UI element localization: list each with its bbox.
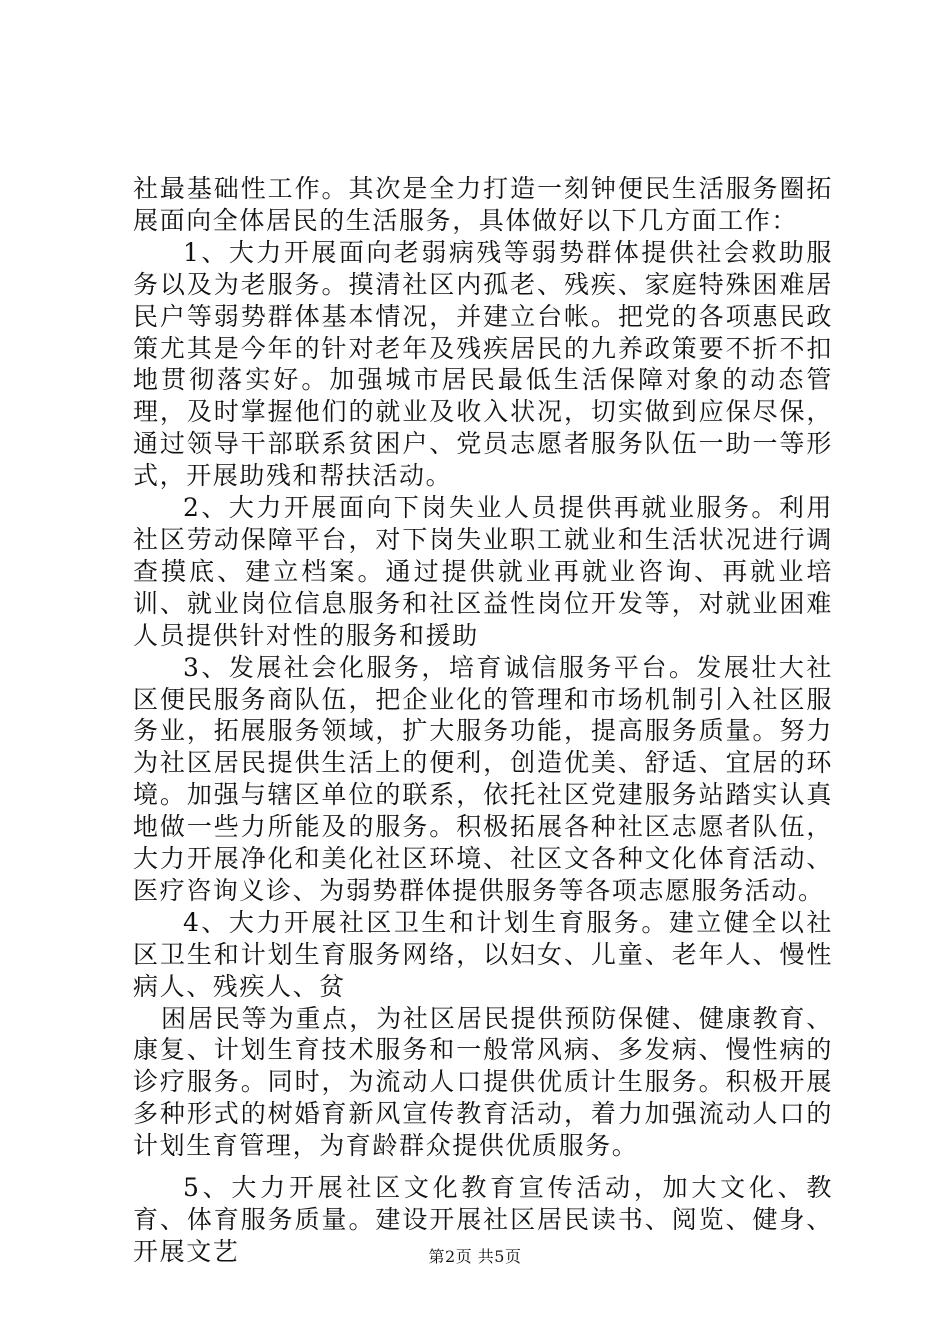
paragraph-item-3: 3、发展社会化服务，培育诚信服务平台。发展壮大社区便民服务商队伍，把企业化的管理和市场机制引入社区服务业，拓展服务领域，扩大服务功能，提高服务质量。努力为社区居民提供生活上的便利，创造优美、舒适、宜居的环境。加强与辖区单位的联系，依托社区党建服务站踏实认真地做一些力所能及的服务。积极拓展各种社区志愿者队伍，大力开展净化和美化社区环境、社区文各种文化体育活动、医疗咨询义诊、为弱势群体提供服务等各项志愿服务活动。 [133, 652, 833, 905]
paragraph-item-2: 2、大力开展面向下岗失业人员提供再就业服务。利用社区劳动保障平台，对下岗失业职工就业和生活状况进行调查摸底、建立档案。通过提供就业再就业咨询、再就业培训、就业岗位信息服务和社区益性岗位开发等，对就业困难人员提供针对性的服务和援助 [133, 493, 833, 650]
paragraph-item-4-continued: 困居民等为重点，为社区居民提供预防保健、健康教育、康复、计划生育技术服务和一般常风病、多发病、慢性病的诊疗服务。同时，为流动人口提供优质计生服务。积极开展多种形式的树婚育新风宣传教育活动，着力加强流动人口的计划生育管理，为育龄群众提供优质服务。 [133, 1003, 833, 1161]
page-number-footer: 第2页 共5页 [428, 1247, 522, 1266]
paragraph-continuation: 社最基础性工作。其次是全力打造一刻钟便民生活服务圈拓展面向全体居民的生活服务，具体做好以下几方面工作： [133, 174, 833, 235]
paragraph-item-5: 5、大力开展社区文化教育宣传活动，加大文化、教育、体育服务质量。建设开展社区居民读书、阅览、健身、开展文艺 [133, 1173, 833, 1266]
paragraph-item-4: 4、大力开展社区卫生和计划生育服务。建立健全以社区卫生和计划生育服务网络，以妇女、儿童、老年人、慢性病人、残疾人、贫 [133, 907, 833, 1001]
document-body [133, 173, 833, 1268]
paragraph-item-1: 1、大力开展面向老弱病残等弱势群体提供社会救助服务以及为老服务。摸清社区内孤老、残疾、家庭特殊困难居民户等弱势群体基本情况，并建立台帐。把党的各项惠民政策尤其是今年的针对老年及残疾居民的九养政策要不折不扣地贯彻落实好。加强城市居民最低生活保障对象的动态管理，及时掌握他们的就业及收入状况，切实做到应保尽保，通过领导干部联系贫困户、党员志愿者服务队伍一助一等形式，开展助残和帮扶活动。 [133, 237, 833, 491]
